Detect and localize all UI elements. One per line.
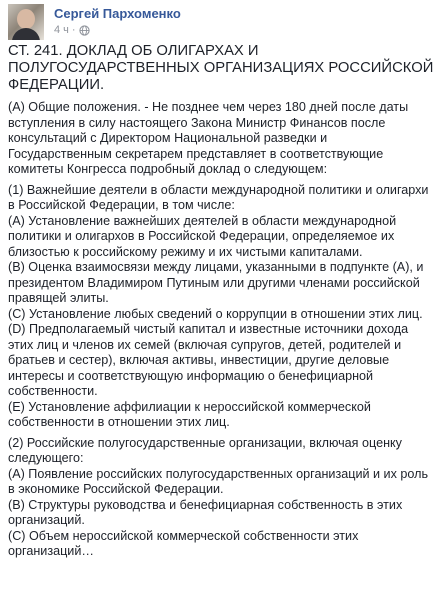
general-provisions: (А) Общие положения. - Не позднее чем через 180 дней после даты вступления в силу настоящего Закона Министр Финансов после консультаций с Директором Национальной разведки и Государственным секретарем представляет в соответствующие комитеты Конгресса подробный доклад о следующем: <box>8 100 409 176</box>
section-2 <box>8 436 434 560</box>
section-1-item-c: (C) Установление любых сведений о коррупции в отношении этих лиц. <box>8 306 423 321</box>
author-name[interactable]: Сергей Пархоменко <box>54 6 181 21</box>
section-2-intro: (2) Российские полугосударственные организации, включая оценку следующего: <box>8 435 402 465</box>
section-1-item-b: (B) Оценка взаимосвязи между лицами, указанными в подпункте (А), и президентом Владимиром Путиным или другими членами российской правящей элиты. <box>8 260 424 305</box>
section-2-item-b: (B) Структуры руководства и бенефициарная собственность в этих организаций. <box>8 497 403 527</box>
section-1 <box>8 183 434 431</box>
avatar[interactable] <box>8 4 44 40</box>
meta-separator: · <box>71 24 76 36</box>
section-1-item-d: (D) Предполагаемый чистый капитал и известные источники дохода этих лиц и членов их семей (включая супругов, детей, родителей и братьев и сестер), включая активы, инвестиции, другие деловые интересы и соответствующую информацию о бенефициарной собственности. <box>8 322 409 398</box>
post-title: СТ. 241. ДОКЛАД ОБ ОЛИГАРХАХ И ПОЛУГОСУДАРСТВЕННЫХ ОРГАНИЗАЦИЯХ РОССИЙСКОЙ ФЕДЕРАЦИИ. <box>8 43 434 93</box>
section-1-item-e: (E) Установление аффилиации к нероссийской коммерческой собственности в отношении этих лиц. <box>8 399 371 429</box>
post-meta <box>54 24 90 36</box>
section-1-item-a: (А) Установление важнейших деятелей в области международной политики и олигархов в Российской Федерации, определяемое их близостью к российскому режиму и их чистыми капиталами. <box>8 213 397 259</box>
section-2-item-a: (А) Появление российских полугосударственных организаций и их роль в экономике Российской Федерации. <box>8 466 429 496</box>
globe-icon <box>79 25 90 36</box>
section-1-intro: (1) Важнейшие деятели в области международной политики и олигархи в Российской Федерации, в том числе: <box>8 182 429 212</box>
section-2-item-c: (C) Объем нероссийской коммерческой собственности этих организаций… <box>8 528 359 558</box>
post-timestamp[interactable]: 4 ч <box>54 24 69 36</box>
post-text <box>8 43 434 565</box>
post-header <box>8 4 428 40</box>
